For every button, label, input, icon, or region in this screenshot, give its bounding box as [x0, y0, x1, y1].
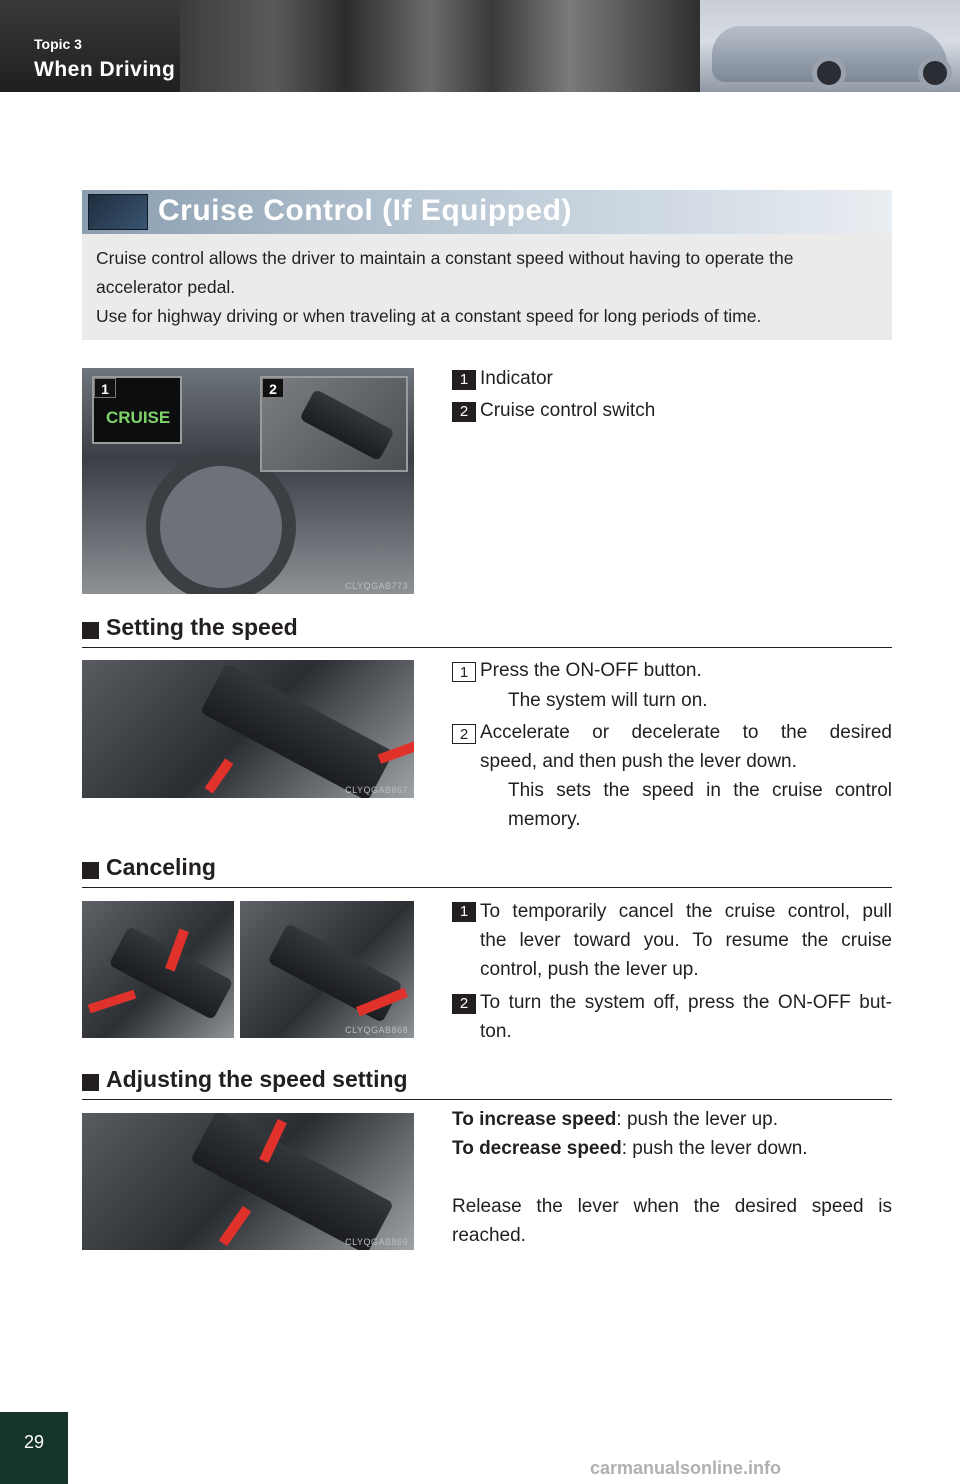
- cancel-image-2: [240, 901, 414, 1038]
- intro-line: Use for highway driving or when traveling at a constant speed for long periods of time.: [96, 306, 762, 326]
- cancel-text: the lever toward you. To resume the cruise: [480, 930, 892, 951]
- release-text: Release the lever when the desired speed is: [452, 1196, 892, 1217]
- image-code: CLYQGAB867: [345, 785, 408, 795]
- up-arrow: [88, 990, 136, 1013]
- subheading-square: [82, 862, 99, 879]
- subheading-setting-speed: [82, 616, 892, 648]
- car-front-wheel: [812, 56, 846, 90]
- image-code: CLYQGAB868: [345, 1025, 408, 1035]
- subheading-adjusting: [82, 1068, 892, 1100]
- section-title-bar: [82, 190, 892, 234]
- step-result: This sets the speed in the cruise control: [508, 780, 892, 801]
- subheading-square: [82, 1074, 99, 1091]
- cancel-text: To temporarily cancel the cruise control, pull: [480, 901, 892, 922]
- intro-line: Cruise control allows the driver to maintain a constant speed without having to operate the: [96, 248, 794, 268]
- page-number: 29: [23, 1432, 45, 1452]
- step-text: speed, and then push the lever down.: [480, 751, 797, 772]
- section-intro: [82, 234, 892, 340]
- release-text: reached.: [452, 1225, 526, 1246]
- subheading-text: Canceling: [106, 854, 216, 880]
- cancel-text: To turn the system off, press the ON-OFF but-: [480, 992, 892, 1013]
- overview-item-text: Cruise control switch: [480, 400, 656, 421]
- increase-label: To increase speed: [452, 1109, 617, 1130]
- decrease-speed-line: [452, 1134, 808, 1163]
- increase-text: : push the lever up.: [616, 1109, 778, 1130]
- cancel-text: ton.: [480, 1021, 512, 1042]
- image-code: CLYQGAB869: [345, 1237, 408, 1247]
- marker-1: 1: [452, 370, 476, 390]
- callout-number-1: 1: [94, 378, 116, 398]
- section-title: Cruise Control (If Equipped): [158, 194, 572, 227]
- marker-2: 2: [452, 402, 476, 422]
- setting-speed-image: [82, 660, 414, 798]
- cancel-text: control, push the lever up.: [480, 959, 699, 980]
- marker-1: 1: [452, 902, 476, 922]
- intro-line: accelerator pedal.: [96, 277, 236, 297]
- car-rear-wheel: [918, 56, 952, 90]
- decrease-label: To decrease speed: [452, 1138, 622, 1159]
- cruise-indicator-label: CRUISE: [106, 408, 171, 427]
- adjust-speed-image: [82, 1113, 414, 1250]
- decrease-text: : push the lever down.: [621, 1138, 808, 1159]
- topic-label: Topic 3: [34, 36, 82, 52]
- down-arrow: [205, 758, 234, 793]
- increase-speed-line: [452, 1105, 778, 1134]
- steering-wheel-shape: [146, 452, 296, 594]
- step-result: memory.: [508, 809, 581, 830]
- cancel-image-1: [82, 901, 234, 1038]
- step-marker-2: 2: [452, 724, 476, 744]
- step-text: Accelerate or decelerate to the desired: [480, 722, 892, 743]
- step-text: Press the ON-OFF button.: [480, 660, 702, 681]
- callout-number-2: 2: [262, 378, 284, 398]
- header-interior-photo: [180, 0, 700, 92]
- lever-shape: [190, 1113, 394, 1250]
- subheading-canceling: [82, 856, 892, 888]
- subheading-text: Adjusting the speed setting: [106, 1066, 408, 1092]
- lever-shape: [109, 926, 234, 1020]
- subheading-square: [82, 622, 99, 639]
- step-marker-1: 1: [452, 662, 476, 682]
- lever-shape: [299, 389, 394, 461]
- topic-title: When Driving: [34, 58, 176, 81]
- lever-shape: [200, 663, 394, 798]
- overview-item-text: Indicator: [480, 368, 553, 389]
- image-code: CLYQGAB773: [345, 581, 408, 591]
- marker-2: 2: [452, 994, 476, 1014]
- lever-shape: [267, 923, 402, 1023]
- cruise-overview-image: [82, 368, 414, 594]
- down-arrow: [219, 1206, 251, 1246]
- watermark: carmanualsonline.info: [590, 1458, 782, 1478]
- step-result: The system will turn on.: [508, 690, 708, 711]
- section-title-chip: [88, 194, 148, 230]
- subheading-text: Setting the speed: [106, 614, 298, 640]
